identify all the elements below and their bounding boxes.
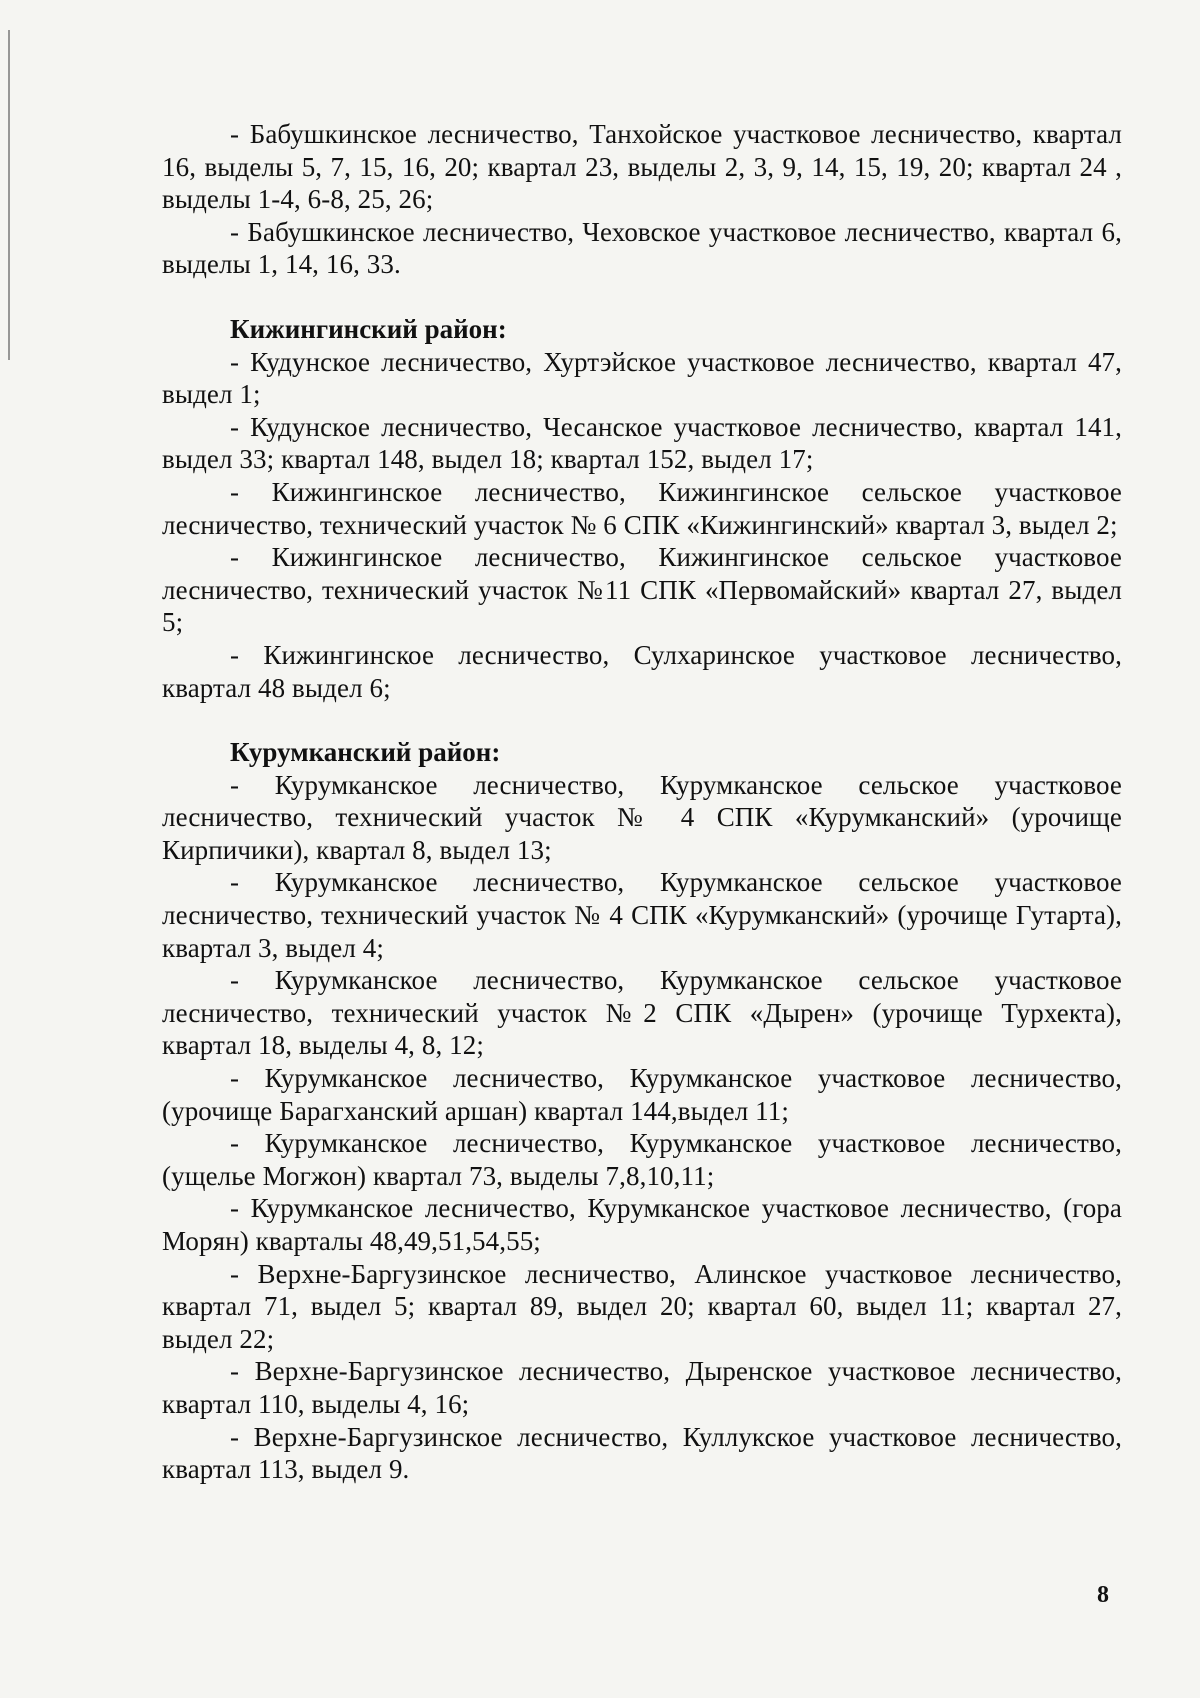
- list-item: - Кудунское лесничество, Хуртэйское участковое лесничество, квартал 47, выдел 1;: [162, 346, 1122, 410]
- list-item: - Бабушкинское лесничество, Танхойское участковое лесничество, квартал 16, выделы 5, 7, 15, 16, 20; квартал 23, выделы 2, 3, 9, 14, 15, 19, 20; квартал 24 , выделы 1-4, 6-8, 25, 26;: [162, 119, 1122, 215]
- list-item: - Кижингинское лесничество, Кижингинское сельское участковое лесничество, технический участок №11 СПК «Первомайский» квартал 27, выдел 5;: [162, 542, 1122, 638]
- list-item: - Кудунское лесничество, Чесанское участковое лесничество, квартал 141, выдел 33; квартал 148, выдел 18; квартал 152, выдел 17;: [162, 411, 1122, 475]
- list-item: - Верхне-Баргузинское лесничество, Куллукское участковое лесничество, квартал 113, выдел 9.: [162, 1421, 1122, 1485]
- list-item: - Кижингинское лесничество, Кижингинское сельское участковое лесничество, технический участок № 6 СПК «Кижингинский» квартал 3, выдел 2;: [162, 476, 1122, 540]
- section-heading: Кижингинский район:: [230, 313, 507, 344]
- list-item: - Курумканское лесничество, Курумканское сельское участковое лесничество, технический участок №2 СПК «Дырен» (урочище Турхекта), квартал 18, выделы 4, 8, 12;: [162, 965, 1122, 1061]
- list-item: - Курумканское лесничество, Курумканское участковое лесничество, (урочище Барагханский аршан) квартал 144,выдел 11;: [162, 1063, 1122, 1126]
- list-item: - Курумканское лесничество, Курумканское сельское участковое лесничество, технический участок № 4 СПК «Курумканский» (урочище Гутарта), квартал 3, выдел 4;: [162, 867, 1122, 963]
- list-item: - Бабушкинское лесничество, Чеховское участковое лесничество, квартал 6, выделы 1, 14, 16, 33.: [162, 216, 1122, 280]
- list-item: - Верхне-Баргузинское лесничество, Дыренское участковое лесничество, квартал 110, выделы 4, 16;: [162, 1356, 1122, 1419]
- list-item: - Кижингинское лесничество, Сулхаринское участковое лесничество, квартал 48 выдел 6;: [162, 639, 1122, 703]
- list-item: - Курумканское лесничество, Курумканское сельское участковое лесничество, технический участок № 4 СПК «Курумканский» (урочище Кирпичики), квартал 8, выдел 13;: [162, 769, 1122, 865]
- section-gap: [162, 281, 1122, 313]
- section-gap: [162, 704, 1122, 736]
- document-content: [162, 118, 1122, 1486]
- list-item: - Курумканское лесничество, Курумканское участковое лесничество, (ущелье Могжон) квартал 73, выделы 7,8,10,11;: [162, 1128, 1122, 1191]
- scan-edge-line: [8, 30, 10, 360]
- section-heading: Курумканский район:: [230, 737, 501, 768]
- page-number: 8: [1097, 1582, 1109, 1608]
- list-item: - Курумканское лесничество, Курумканское участковое лесничество, (гора Морян) кварталы 48,49,51,54,55;: [162, 1193, 1122, 1256]
- list-item: - Верхне-Баргузинское лесничество, Алинское участковое лесничество, квартал 71, выдел 5; квартал 89, выдел 20; квартал 60, выдел 11; квартал 27, выдел 22;: [162, 1258, 1122, 1354]
